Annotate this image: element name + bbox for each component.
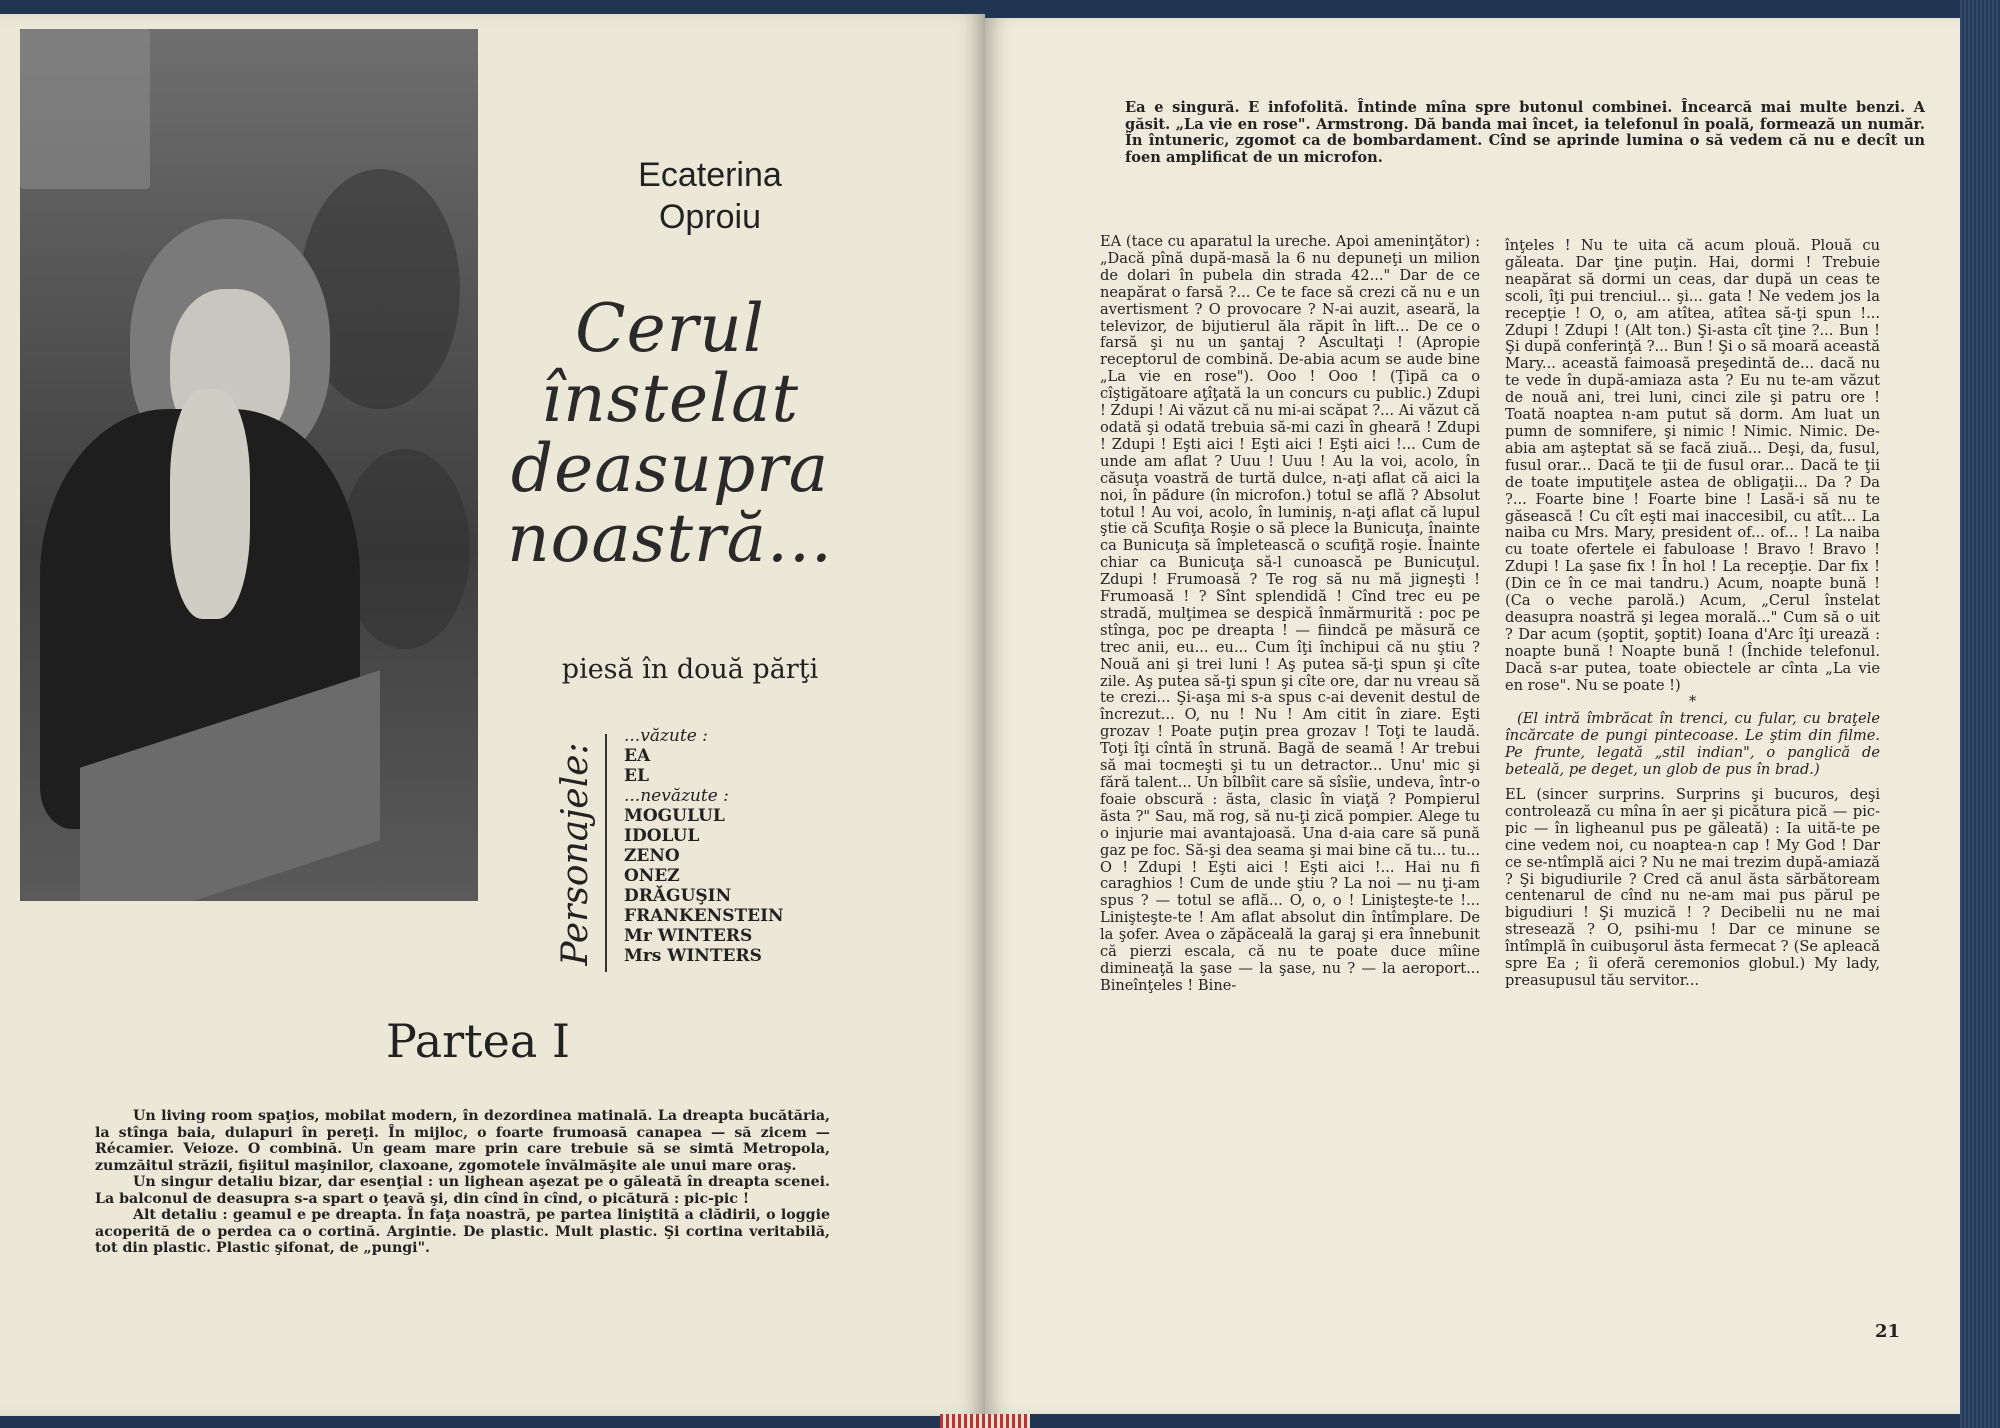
text-column-right: [1505, 238, 1880, 990]
stage-direction-el-enters: (El intră îmbrăcat în trenci, cu fular, cu braţele încărcate de pungi pintecoase. Le ştim din filme. Pe frunte, legată „stil indian", o panglică de beteală, pe deget, un glob de pus în brad.): [1505, 710, 1880, 779]
cast-item: Mr WINTERS: [624, 926, 753, 946]
part-heading: Partea I: [385, 1014, 571, 1068]
author-portrait-photo: [20, 29, 478, 901]
page-number: 21: [1875, 1321, 1901, 1342]
cast-list: [624, 726, 884, 966]
stage-paragraph: Un living room spaţios, mobilat modern, în dezordinea matinală. La dreapta bucătăria, la stînga baia, dulapuri în pereţi. În mijloc, o foarte frumoasă canapea — să zicem — Récamier. Veioze. O combină. Un geam mare prin care trebuie să se simtă Metropola, zumzăitul străzii, fişiitul maşinilor, claxoane, zgomotele învălmăşite ale unui mare oraş.: [95, 1108, 830, 1174]
cast-item: FRANKENSTEIN: [624, 906, 784, 926]
opening-stage-directions: [95, 1108, 830, 1257]
unseen-label: ...nevăzute :: [624, 786, 729, 806]
left-page: [0, 14, 985, 1416]
cast-item: EA: [624, 746, 651, 766]
characters-rule: [605, 734, 607, 972]
characters-heading: [555, 734, 603, 974]
cast-item: EL: [624, 766, 649, 786]
title-line-4: noastră...: [507, 500, 833, 577]
author-last-name: Oproiu: [658, 198, 762, 236]
dialogue-ea-continued: înţeles ! Nu te uita că acum plouă. Plouă cu găleata. Dar ţine puţin. Hai, dormi ! Trebuie neapărat să dormi un ceas, dar după un ceas te scoli, îţi pui trenciul... şi... gata ! Ne vedem jos la recepţie ! O, o, am atîtea, atîtea să-ţi spun !... Zdupi ! Zdupi ! (Alt ton.) Şi-asta cît ţine ?... Bun ! Şi după conferinţă ?... Bun ! Şi o să moară această Mary... această faimoasă preşedintă de... dacă nu te vede în după-amiaza asta ? Eu nu te-am văzut de nouă ani, trei luni, cinci zile şi patru ore ! Toată noaptea n-am putut să dorm. Am luat un pumn de somnifere, şi nimic ! Nimic. Nimic. De-abia am aşteptat să se facă ziuă... Deşi, da, fusul, fusul orar... Dacă te ţii de fusul orar... Dacă te ţii de toate imputiţele astea de obligaţii... Da ? Da ?... Foarte bine ! Foarte bine ! Lasă-i să nu te găsească ! Cu cît eşti mai inaccesibil, cu atît... La naiba cu Mrs. Mary, president of... of... ! La naiba cu toate ofertele ei fabuloase ! Bravo ! Bravo ! Zdupi ! La şase fix ! În hol ! La recepţie. Dar fix ! (Din ce în ce mai tandru.) Acum, noapte bună ! (Ca o veche parolă.) Acum, „Cerul înstelat deasupra noastră şi legea morală..." Cum să o uit ? Dar acum (şoptit, şoptit) Ioana d'Arc îţi urează : noapte bună ! Noapte bună ! (Închide telefonul. Dacă s-ar putea, toate obiectele ar cînta „La vie en rose". Nu se poate !): [1505, 237, 1880, 694]
scene-intro: Ea e singură. E infofolită. Întinde mîna spre butonul combinei. Încearcă mai multe benzi. A găsit. „La vie en rose". Armstrong. Dă banda mai încet, ia telefonul în poală, formează un număr. În întuneric, zgomot ca de bombardament. Cînd se aprinde lumina o să vedem că nu e decît un foen amplificat de un microfon.: [1125, 99, 1925, 166]
characters-label: Personajele:: [555, 742, 596, 966]
stage-paragraph: Alt detaliu : geamul e pe dreapta. În faţa noastră, pe partea liniştită a clădirii, o loggie acoperită de o perdea ca o cortină. Argintie. De plastic. Mult plastic. Şi cortina veritabilă, tot din plastic. Plastic şifonat, de „pungi".: [95, 1207, 830, 1256]
book-cover-edge: [1960, 0, 2000, 1428]
seen-label: ...văzute :: [624, 726, 708, 746]
title-line-3: deasupra: [510, 430, 830, 507]
cast-item: ONEZ: [624, 866, 680, 886]
cast-item: DRĂGUŞIN: [624, 886, 732, 906]
bookmark-ribbon: [940, 1414, 1030, 1428]
cast-item: Mrs WINTERS: [624, 946, 762, 966]
title-line-1: Cerul: [575, 290, 765, 367]
dialogue-el: EL (sincer surprins. Surprins şi bucuros, deşi controlează cu mîna în aer şi picătura pică — pic-pic — în ligheanul pus pe găleată) : Ia uită-te pe cine vedem noi, cu noaptea-n cap ! My God ! Dar ce se-ntîmplă aici ? Nu ne mai trezim după-amiază ? Şi bigudiurile ? Cred că anul ăsta sărbătoream centenarul de cînd nu ne-am mai pus părul pe bigudiuri ! Şi muzică ! ? Decibelii nu ne mai stresează ? O, psihi-mu ! Dar ce minune se întîmplă în cuibuşorul ăsta fermecat ? (Se apleacă spre Ea ; îi oferă ceremonios globul.) My lady, preasupusul tău servitor...: [1505, 786, 1880, 989]
section-star: *: [1688, 693, 1697, 711]
play-subtitle: piesă în două părţi: [561, 654, 819, 685]
author-first-name: Ecaterina: [638, 156, 782, 194]
cast-item: ZENO: [624, 846, 680, 866]
cast-item: MOGULUL: [624, 806, 725, 826]
dialogue-ea: EA (tace cu aparatul la ureche. Apoi ameninţător) : „Dacă pînă după-masă la 6 nu depuneţi un milion de dolari în pubela din strada 42..." Dar de ce neapărat o farsă ?... Ce te face să crezi că nu e un avertisment ? O provocare ? N-ai auzit, aseară, la televizor, de bijutierul ăla răpit în lift... De ce o farsă şi nu un şantaj ? Ascultaţi ! (Apropie receptorul de combină. De-abia acum se aude bine „La vie en rose"). Ooo ! Ooo ! (Ţipă ca o cîştigătoare aţîţată la un concurs cu public.) Zdupi ! Zdupi ! Ai văzut că nu mi-ai scăpat ?... Ai văzut că odată şi odată trebuia să-mi cazi în gheară ! Zdupi ! Zdupi ! Eşti aici ! Eşti aici ! Eşti aici !... Cum de unde am aflat ? Uuu ! Uuu ! Au la voi, acolo, în căsuţa voastră de turtă dulce, n-aţi aflat că aici la noi, în pădure (în microfon.) totul se află ? Absolut totul ! Au voi, acolo, în luminiş, n-aţi aflat că lupul ştie că Scufiţa Roşie o să plece la Bunicuţa, înainte ca Bunicuţa să împletească o scufiţă roşie. Înainte chiar ca Bunicuţa să-l cunoască pe Bunicuţul. Zdupi ! Frumoasă ? Te rog să nu mă jigneşti ! Frumoasă ! ? Sînt splendidă ! Cînd trec eu pe stradă, mulţimea se despică înmărmurită : poc pe stînga, poc pe dreapta ! — fiindcă pe măsură ce trec anii, eu... eu... Cum îţi închipui că nu ştiu ? Nouă ani şi trei luni ! Aş putea să-ţi spun şi cîte zile. Aş putea să-ţi spun şi cîte ore, dar nu vreau să te crezi... Şi-aşa mi s-a spus c-ai devenit destul de încrezut... O, nu ! Nu ! Am citit în ziare. Eşti grozav ! Poate puţin prea grozav ! Toţi te laudă. Toţi îţi cîntă în strună. Bagă de seamă ! Ar trebui să mai tocmeşti şi tu un detractor... Unu' mic şi fără talent... Un bîlbîit care să sîsîie, undeva, într-o foaie obscură : ăsta, clasic în viaţă ? Pompierul ăsta ?" Sau, mă rog, să nu-ţi zică pompier. Alege tu o injurie mai avantajoasă. Una d-aia care să pună gaz pe foc. Să-şi dea seama şi mai bine că tu... tu... O ! Zdupi ! Eşti aici ! Eşti aici !... Hai nu fi caraghios ! Cum de unde ştiu ? La noi — nu ţi-am spus ? — totul se află... O, o, o ! Linişteşte-te !... Linişteşte-te ! Am aflat absolut din întîmplare. De la şofer. Avea o zăpăceală la garaj şi era înnebunit că pierzi escala, că nu te poate duce mîine dimineaţă la şase — la şase, nu ? — la aeroport... Bineînţeles ! Bine-: [1100, 233, 1480, 994]
text-column-left: [1100, 234, 1480, 995]
title-line-2: înstelat: [540, 360, 800, 437]
cast-item: IDOLUL: [624, 826, 700, 846]
stage-paragraph: Un singur detaliu bizar, dar esenţial : un lighean aşezat pe o găleată în dreapta scenei. La balconul de deasupra s-a spart o ţeavă şi, din cînd în cînd, o picătură : pic-pic !: [95, 1174, 830, 1207]
right-page: [985, 18, 1995, 1414]
